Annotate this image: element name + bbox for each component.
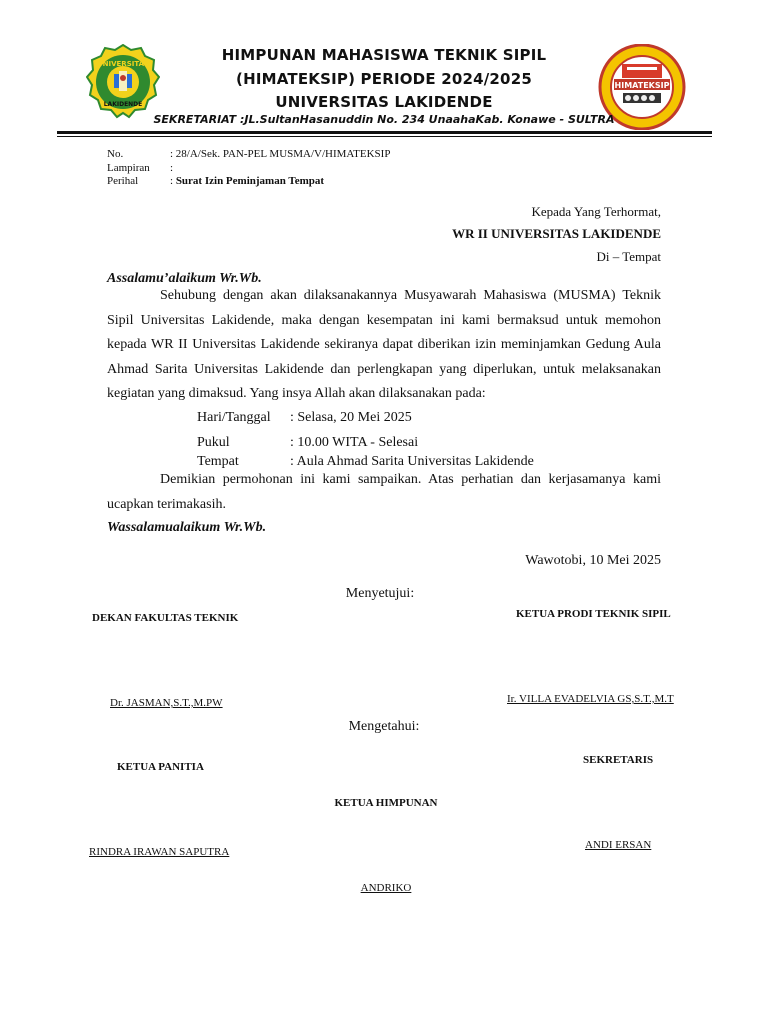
logo-left-bottom-text: LAKIDENDE xyxy=(103,101,143,108)
meta-perihal-value: Surat Izin Peminjaman Tempat xyxy=(175,175,325,187)
recipient-line2: WR II UNIVERSITAS LAKIDENDE xyxy=(452,226,661,241)
meta-perihal-colon: : xyxy=(170,175,176,187)
meta-perihal-label: Perihal xyxy=(107,175,139,187)
secretary-title: SEKRETARIS xyxy=(583,754,654,766)
meta-perihal-row xyxy=(170,175,324,187)
body-paragraph-2: Demikian permohonan ini kami sampaikan. Atas perhatian dan kerjasamanya kami ucapkan terimakasih. xyxy=(107,472,661,512)
body-paragraph-1: Sehubung dengan akan dilaksanakannya Musyawarah Mahasiswa (MUSMA) Teknik Sipil Universitas Lakidende, maka dengan kesempatan ini kami bermaksud untuk memohon kepada WR II Universitas Lakidende sekiranya dapat diberikan izin meminjamkan Gedung Aula Ahmad Sarita Universitas Lakidende dan perlengkapan yang diperlukan, untuk melaksanakan kegiatan yang dimaksud. Yang insya Allah akan dilaksanakan pada: xyxy=(107,288,661,401)
secretary-name: ANDI ERSAN xyxy=(585,839,652,851)
head-prodi-title: KETUA PRODI TEKNIK SIPIL xyxy=(516,608,671,620)
chair-title: KETUA HIMPUNAN xyxy=(334,797,438,809)
meta-no-value: : 28/A/Sek. PAN-PEL MUSMA/V/HIMATEKSIP xyxy=(170,148,391,160)
head-prodi-name: Ir. VILLA EVADELVIA GS,S.T.,M.T xyxy=(507,693,674,705)
committee-title: KETUA PANITIA xyxy=(117,761,204,773)
recipient-line1: Kepada Yang Terhormat, xyxy=(531,204,661,219)
letterhead-divider-thick xyxy=(57,131,712,134)
letterhead-university: UNIVERSITAS LAKIDENDE xyxy=(275,93,493,111)
letterhead-address: SEKRETARIAT :JL.SultanHasanuddin No. 234 UnaahaKab. Konawe - SULTRA xyxy=(153,113,615,126)
greeting: Assalamu’alaikum Wr.Wb. xyxy=(107,271,262,286)
detail-place-value: : Aula Ahmad Sarita Universitas Lakidende xyxy=(290,454,534,469)
detail-time-label: Pukul xyxy=(197,435,230,450)
approve-label: Menyetujui: xyxy=(345,586,415,601)
letterhead-org-name: HIMPUNAN MAHASISWA TEKNIK SIPIL xyxy=(221,46,547,64)
committee-name: RINDRA IRAWAN SAPUTRA xyxy=(89,846,230,858)
dean-name: Dr. JASMAN,S.T.,M.PW xyxy=(110,697,223,709)
dean-title: DEKAN FAKULTAS TEKNIK xyxy=(92,612,239,624)
meta-lampiran-label: Lampiran xyxy=(107,162,150,174)
detail-time-value: : 10.00 WITA - Selesai xyxy=(290,435,419,450)
meta-no-label: No. xyxy=(107,148,124,160)
know-label: Mengetahui: xyxy=(348,719,420,734)
letterhead-divider-thin xyxy=(57,136,712,137)
detail-date-value: : Selasa, 20 Mei 2025 xyxy=(290,410,412,425)
recipient-line3: Di – Tempat xyxy=(596,249,661,264)
letter-date: Wawotobi, 10 Mei 2025 xyxy=(525,553,661,568)
closing: Wassalamualaikum Wr.Wb. xyxy=(107,520,267,535)
detail-date-label: Hari/Tanggal xyxy=(197,410,271,425)
chair-name: ANDRIKO xyxy=(360,882,412,894)
letterhead-period: (HIMATEKSIP) PERIODE 2024/2025 xyxy=(236,70,532,88)
logo-left-top-text: UNIVERSITAS xyxy=(96,60,150,68)
detail-place-label: Tempat xyxy=(197,454,239,469)
logo-right-text: HIMATEKSIP xyxy=(614,81,670,90)
meta-lampiran-value: : xyxy=(170,162,174,174)
